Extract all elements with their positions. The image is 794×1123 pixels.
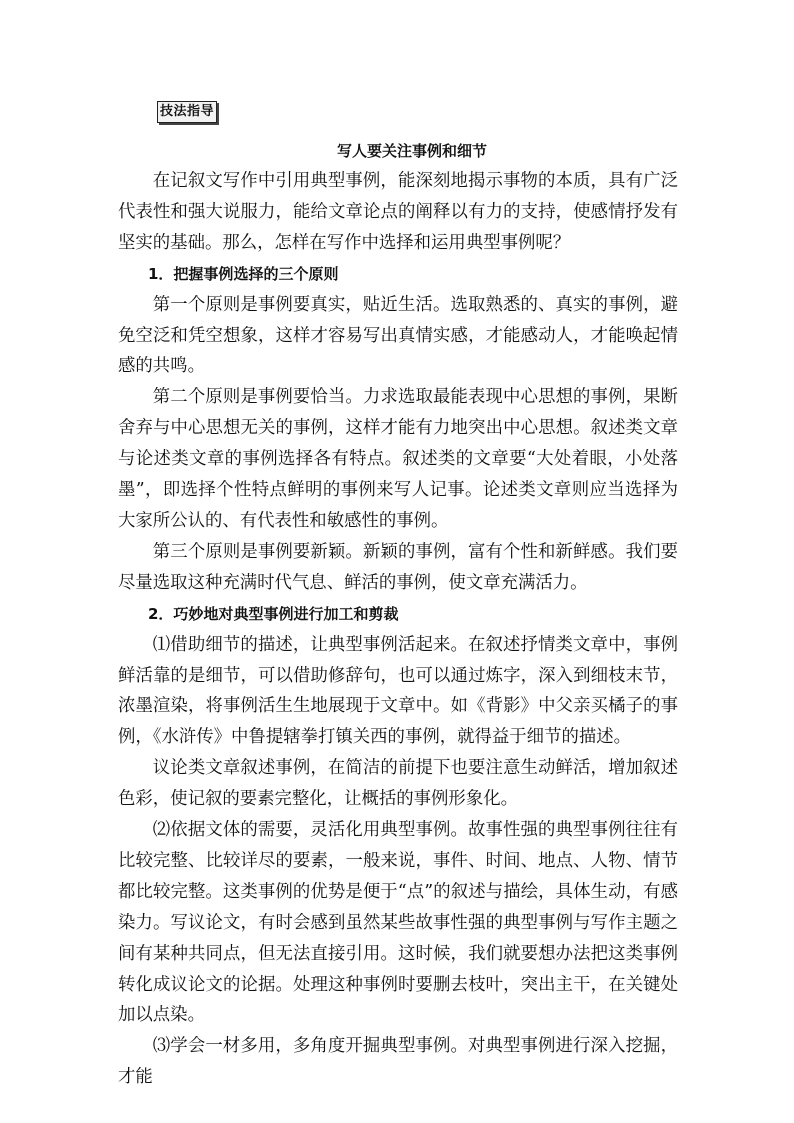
article-body (118, 166, 678, 1093)
paragraph: ⑶学会一材多用，多角度开掘典型事例。对典型事例进行深入挖掘，才能 (118, 1036, 678, 1088)
section-heading: 1．把握事例选择的三个原则 (148, 264, 339, 283)
paragraph: 第三个原则是事例要新颖。新颖的事例，富有个性和新鲜感。我们要尽量选取这种充满时代气息、鲜活的事例，使文章充满活力。 (118, 541, 678, 593)
section-tag: 技法指导 (157, 101, 217, 123)
paragraph: 第二个原则是事例要恰当。力求选取最能表现中心思想的事例，果断舍弃与中心思想无关的事例，这样才能有力地突出中心思想。叙述类文章与论述类文章的事例选择各有特点。叙述类的文章要“大处着眼，小处落墨”，即选择个性特点鲜明的事例来写人记事。论述类文章则应当选择为大家所公认的、有代表性和敏感性的事例。 (118, 387, 678, 531)
section-heading: 2．巧妙地对典型事例进行加工和剪裁 (148, 604, 399, 623)
paragraph: 议论类文章叙述事例，在简洁的前提下也要注意生动鲜活，增加叙述色彩，使记叙的要素完整化，让概括的事例形象化。 (118, 758, 678, 810)
paragraph: 第一个原则是事例要真实，贴近生活。选取熟悉的、真实的事例，避免空泛和凭空想象，这样才容易写出真情实感，才能感动人，才能唤起情感的共鸣。 (118, 294, 678, 377)
page-title: 写人要关注事例和细节 (336, 142, 487, 160)
paragraph: ⑵依据文体的需要，灵活化用典型事例。故事性强的典型事例往往有比较完整、比较详尽的要素，一般来说，事件、时间、地点、人物、情节都比较完整。这类事例的优势是便于“点”的叙述与描绘，具体生动，有感染力。写议论文，有时会感到虽然某些故事性强的典型事例与写作主题之间有某种共同点，但无法直接引用。这时候，我们就要想办法把这类事例转化成议论文的论据。处理这种事例时要删去枝叶，突出主干，在关键处加以点染。 (118, 820, 678, 1026)
paragraph: 在记叙文写作中引用典型事例，能深刻地揭示事物的本质，具有广泛代表性和强大说服力，能给文章论点的阐释以有力的支持，使感情抒发有坚实的基础。那么，怎样在写作中选择和运用典型事例呢？ (118, 171, 678, 253)
paragraph: ⑴借助细节的描述，让典型事例活起来。在叙述抒情类文章中，事例鲜活靠的是细节，可以借助修辞句，也可以通过炼字，深入到细枝末节，浓墨渲染，将事例活生生地展现于文章中。如《背影》中父亲买橘子的事例，《水浒传》中鲁提辖拳打镇关西的事例，就得益于细节的描述。 (118, 634, 678, 748)
